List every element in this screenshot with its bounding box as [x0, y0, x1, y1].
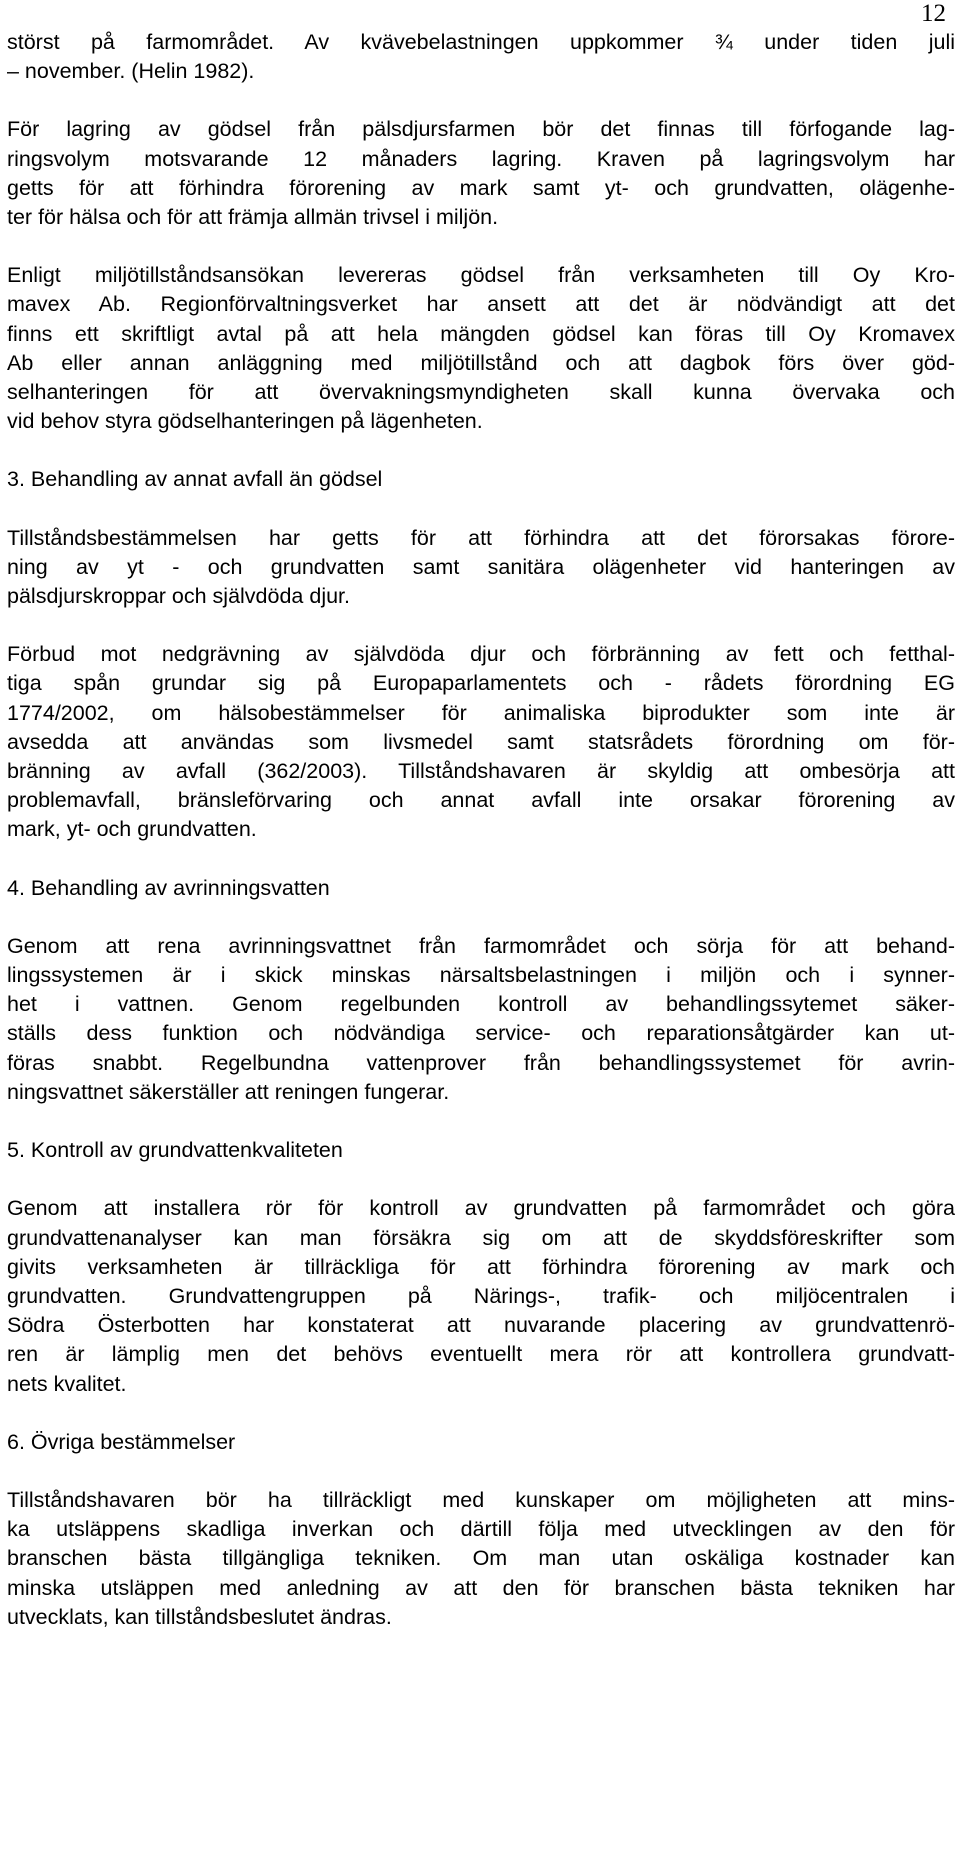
page-number: 12 — [921, 0, 946, 27]
text-line: getts för att förhindra förorening av mark samt yt- och grundvatten, olägenhe- — [7, 175, 955, 200]
paragraph — [7, 261, 955, 436]
text-line: ringsvolym motsvarande 12 månaders lagring. Kraven på lagringsvolym har — [7, 146, 955, 171]
text-line: – november. (Helin 1982). — [7, 59, 255, 84]
text-line: selhanteringen för att övervakningsmyndigheten skall kunna övervaka och — [7, 380, 955, 405]
text-line: givits verksamheten är tillräckliga för att förhindra förorening av mark och — [7, 1254, 955, 1279]
text-line: Tillståndsbestämmelsen har getts för att förhindra att det förorsakas förore- — [7, 525, 955, 550]
paragraph — [7, 640, 955, 844]
text-line: avsedda att användas som livsmedel samt statsrådets förordning om för- — [7, 729, 955, 754]
text-line: störst på farmområdet. Av kvävebelastningen uppkommer ¾ under tiden juli — [7, 30, 955, 54]
section-heading: 5. Kontroll av grundvattenkvaliteten — [7, 1138, 343, 1163]
text-line: ning av yt - och grundvatten samt sanitära olägenheter vid hanteringen av — [7, 554, 955, 579]
text-line: tiga spån grundar sig på Europaparlamentets och - rådets förordning EG — [7, 671, 955, 696]
document-body — [7, 28, 955, 1661]
text-line: För lagring av gödsel från pälsdjursfarmen bör det finnas till förfogande lag- — [7, 117, 955, 142]
text-line: 1774/2002, om hälsobestämmelser för animaliska biprodukter som inte är — [7, 700, 955, 725]
text-line: pälsdjurskroppar och självdöda djur. — [7, 584, 351, 609]
text-line: bränning av avfall (362/2003). Tillståndshavaren är skyldig att ombesörja att — [7, 759, 955, 784]
text-line: ställs dess funktion och nödvändiga service- och reparationsåtgärder kan ut- — [7, 1021, 955, 1046]
text-line: mavex Ab. Regionförvaltningsverket har ansett att det är nödvändigt att det — [7, 292, 955, 317]
paragraph — [7, 932, 955, 1107]
paragraph — [7, 524, 955, 612]
text-line: vid behov styra gödselhanteringen på lägenheten. — [7, 409, 483, 434]
paragraph — [7, 115, 955, 232]
text-line: finns ett skriftligt avtal på att hela mängden gödsel kan föras till Oy Kromavex — [7, 321, 955, 346]
text-line: het i vattnen. Genom regelbunden kontroll av behandlingssytemet säker- — [7, 992, 955, 1017]
text-line: Förbud mot nedgrävning av självdöda djur och förbränning av fett och fetthal- — [7, 642, 955, 667]
text-line: ter för hälsa och för att främja allmän trivsel i miljön. — [7, 205, 499, 230]
text-line: Genom att rena avrinningsvattnet från farmområdet och sörja för att behand- — [7, 933, 955, 958]
text-line: utvecklats, kan tillståndsbeslutet ändras. — [7, 1604, 392, 1629]
text-line: mark, yt- och grundvatten. — [7, 817, 257, 842]
text-line: Enligt miljötillståndsansökan levereras gödsel från verksamheten till Oy Kro- — [7, 263, 955, 288]
paragraph — [7, 1486, 955, 1632]
text-line: Genom att installera rör för kontroll av grundvatten på farmområdet och göra — [7, 1196, 955, 1221]
text-line: Tillståndshavaren bör ha tillräckligt med kunskaper om möjligheten att mins- — [7, 1487, 955, 1512]
section-heading: 4. Behandling av avrinningsvatten — [7, 875, 330, 900]
text-line: grundvattenanalyser kan man försäkra sig om att de skyddsföreskrifter som — [7, 1225, 955, 1250]
text-line: ren är lämplig men det behövs eventuellt mera rör att kontrollera grundvatt- — [7, 1342, 955, 1367]
text-line: lingssystemen är i skick minskas närsaltsbelastningen i miljön och i synner- — [7, 963, 955, 988]
text-line: föras snabbt. Regelbundna vattenprover från behandlingssystemet för avrin- — [7, 1050, 955, 1075]
text-line: Södra Österbotten har konstaterat att nuvarande placering av grundvattenrö- — [7, 1313, 955, 1338]
text-line: ka utsläppens skadliga inverkan och därtill följa med utvecklingen av den för — [7, 1517, 955, 1542]
section-heading: 6. Övriga bestämmelser — [7, 1429, 236, 1454]
paragraph — [7, 1194, 955, 1398]
text-line: problemavfall, bränsleförvaring och annat avfall inte orsakar förorening av — [7, 788, 955, 813]
section-heading: 3. Behandling av annat avfall än gödsel — [7, 467, 383, 492]
text-line: grundvatten. Grundvattengruppen på Närings-, trafik- och miljöcentralen i — [7, 1283, 955, 1308]
paragraph — [7, 28, 955, 86]
text-line: ningsvattnet säkerställer att reningen fungerar. — [7, 1079, 450, 1104]
text-line: branschen bästa tillgängliga tekniken. Om man utan oskäliga kostnader kan — [7, 1546, 955, 1571]
text-line: Ab eller annan anläggning med miljötillstånd och att dagbok förs över göd- — [7, 350, 955, 375]
text-line: nets kvalitet. — [7, 1371, 127, 1396]
text-line: minska utsläppen med anledning av att den för branschen bästa tekniken har — [7, 1575, 955, 1600]
